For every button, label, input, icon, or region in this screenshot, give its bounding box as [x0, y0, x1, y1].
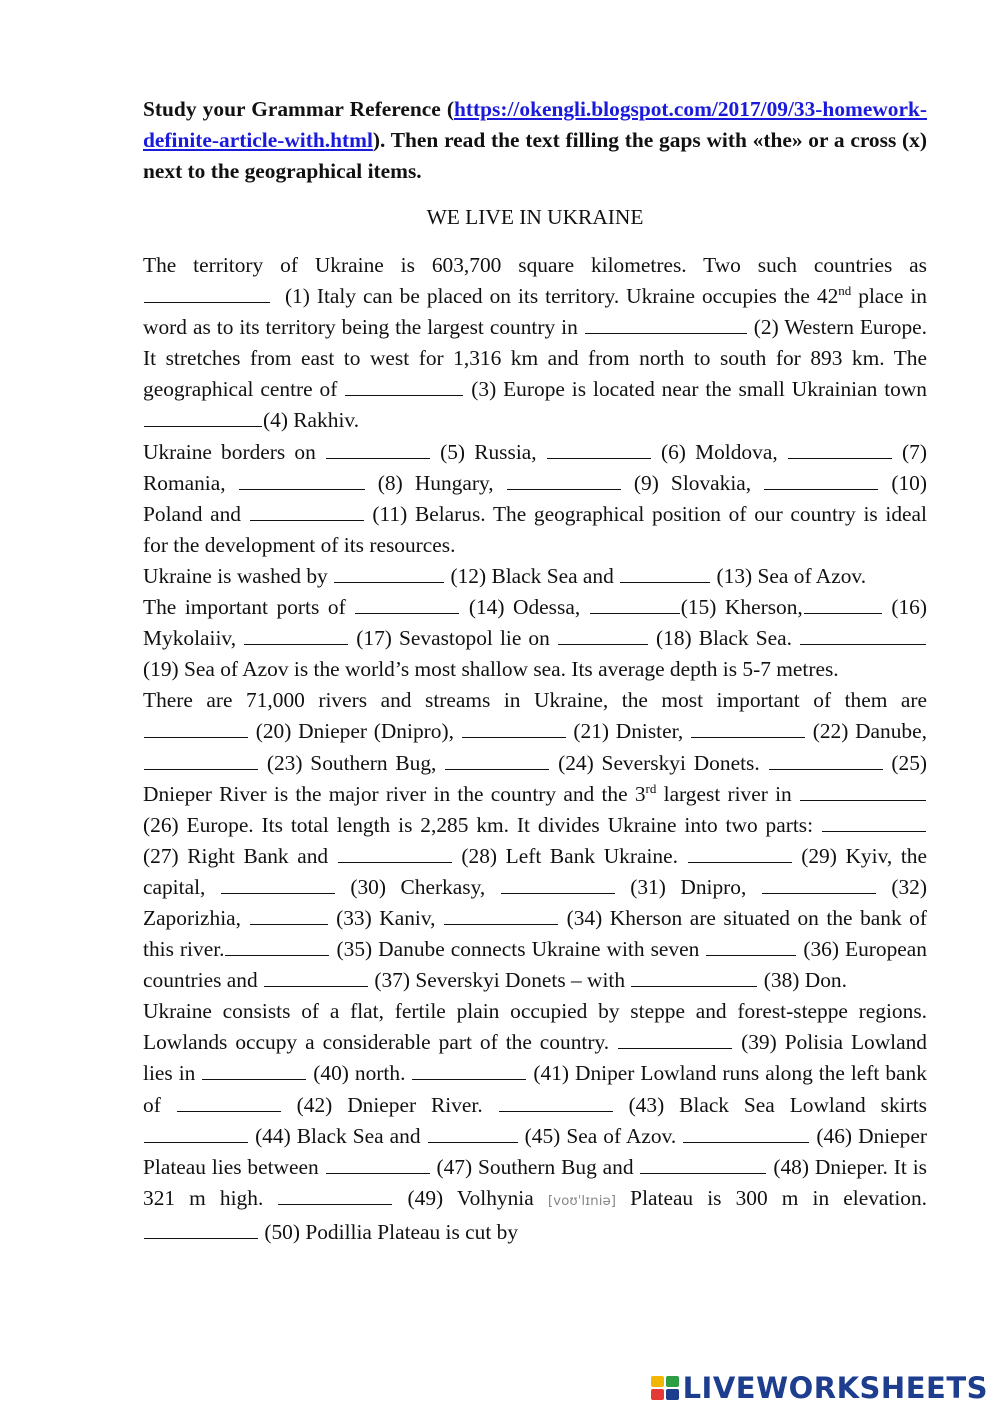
text-segment: (16) Mykolaiiv, — [143, 595, 927, 651]
answer-gap-46[interactable] — [683, 1141, 809, 1143]
answer-gap-25[interactable] — [769, 768, 883, 770]
text-segment: (3) Europe is located near the small Ukrainian town — [471, 377, 927, 402]
logo-text: LIVEWORKSHEETS — [682, 1371, 988, 1405]
text-segment: (45) Sea of Azov. — [524, 1123, 677, 1148]
text-segment: (5) Russia, — [440, 439, 537, 464]
text-segment: (30) Cherkasy, — [350, 874, 486, 899]
answer-gap-43[interactable] — [499, 1110, 613, 1112]
text-segment: (13) Sea of Azov. — [716, 563, 867, 588]
answer-gap-3[interactable] — [345, 394, 463, 396]
answer-gap-7[interactable] — [788, 457, 892, 459]
answer-gap-31[interactable] — [501, 892, 615, 894]
text-segment: (8) Hungary, — [377, 470, 494, 495]
paragraph-1 — [143, 250, 927, 437]
answer-gap-27[interactable] — [822, 830, 926, 832]
text-segment: (46) Dnieper Plateau lies between — [143, 1123, 927, 1179]
text-segment: (22) Danube, — [812, 719, 927, 744]
text-segment: (23) Southern Bug, — [266, 750, 437, 775]
text-segment: (25) Dnieper River is the major river in the country and the 3 — [143, 750, 928, 806]
answer-gap-2[interactable] — [585, 332, 747, 334]
text-segment: (17) Sevastopol lie on — [356, 626, 550, 651]
answer-gap-8[interactable] — [239, 488, 365, 490]
text-segment: (50) Podillia Plateau is cut by — [264, 1219, 519, 1244]
text-segment: (47) Southern Bug and — [436, 1154, 634, 1179]
text-segment: (42) Dnieper River. — [296, 1092, 483, 1117]
answer-gap-32[interactable] — [762, 892, 876, 894]
text-segment: The important ports of — [143, 595, 346, 620]
text-segment: (38) Don. — [763, 968, 847, 993]
text-segment: (44) Black Sea and — [255, 1123, 421, 1148]
phonetic-transcription: [voʊˈlɪniə] — [547, 1192, 617, 1209]
answer-gap-12[interactable] — [334, 581, 444, 583]
text-segment: Ukraine consists of a flat, fertile plain occupied by steppe and forest-steppe regions. Lowlands occupy a considerable part of the country. — [143, 999, 927, 1055]
answer-gap-39[interactable] — [618, 1047, 732, 1049]
liveworksheets-logo-icon — [651, 1376, 679, 1400]
text-segment: largest river in — [663, 781, 792, 806]
text-segment: (20) Dnieper (Dnipro), — [255, 719, 454, 744]
answer-gap-21[interactable] — [462, 736, 566, 738]
paragraph-5 — [143, 685, 927, 996]
logo-square — [666, 1389, 679, 1400]
answer-gap-11[interactable] — [250, 519, 364, 521]
logo-square — [651, 1389, 664, 1400]
answer-gap-36[interactable] — [706, 954, 796, 956]
text-segment: (32) Zaporizhia, — [143, 874, 927, 930]
answer-gap-4[interactable] — [144, 425, 262, 427]
text-segment: (11) Belarus. The geographical position of our country is ideal for the development of its resources. — [143, 501, 927, 557]
text-segment: (10) Poland and — [143, 470, 927, 526]
answer-gap-9[interactable] — [507, 488, 621, 490]
answer-gap-34[interactable] — [444, 923, 558, 925]
text-segment: (39) Polisia Lowland lies in — [143, 1030, 927, 1086]
text-segment: (18) Black Sea. — [656, 626, 792, 651]
logo-square — [651, 1376, 664, 1387]
answer-gap-35[interactable] — [225, 954, 329, 956]
answer-gap-1[interactable] — [144, 301, 270, 303]
text-segment: Ukraine is washed by — [143, 563, 328, 588]
text-segment: (29) Kyiv, the capital, — [143, 843, 927, 899]
text-segment: (28) Left Bank Ukraine. — [461, 843, 678, 868]
answer-gap-16[interactable] — [804, 612, 882, 614]
answer-gap-13[interactable] — [620, 581, 710, 583]
answer-gap-20[interactable] — [144, 736, 248, 738]
text-segment: (43) Black Sea Lowland skirts — [628, 1092, 928, 1117]
text-segment: (14) Odessa, — [468, 595, 581, 620]
ordinal-suffix: nd — [838, 282, 852, 298]
answer-gap-30[interactable] — [221, 892, 335, 894]
text-segment: (31) Dnipro, — [630, 874, 747, 899]
text-segment: (41) Dniper Lowland runs along the left bank of — [143, 1061, 927, 1117]
text-segment: (27) Right Bank and — [143, 843, 329, 868]
text-segment: Plateau is 300 m in elevation. — [630, 1185, 928, 1210]
paragraph-4 — [143, 592, 927, 685]
text-segment: (34) Kherson are situated on the bank of this river. — [143, 905, 927, 962]
text-segment: (7) Romania, — [143, 439, 927, 495]
answer-gap-28[interactable] — [338, 861, 452, 863]
text-segment: (49) Volhynia — [407, 1185, 534, 1210]
answer-gap-38[interactable] — [631, 985, 757, 987]
answer-gap-50[interactable] — [144, 1237, 258, 1239]
text-segment: (24) Severskyi Donets. — [558, 750, 760, 775]
text-segment: (36) European countries and — [143, 937, 927, 993]
text-segment: (40) north. — [313, 1061, 406, 1086]
page-title: WE LIVE IN UKRAINE — [426, 205, 644, 229]
instructions-post: ). Then read the text filling the gaps with «the» or a cross (x) next to the geographical items. — [143, 128, 927, 183]
answer-gap-40[interactable] — [202, 1078, 306, 1080]
answer-gap-14[interactable] — [355, 612, 459, 614]
answer-gap-37[interactable] — [264, 985, 368, 987]
paragraph-6 — [143, 996, 927, 1248]
worksheet — [143, 94, 927, 1248]
instructions-pre: Study your Grammar Reference ( — [143, 97, 454, 121]
text-segment: (35) Danube connects Ukraine with seven — [336, 937, 700, 962]
text-segment: (19) Sea of Azov is the world’s most shallow sea. Its average depth is 5-7 metres. — [143, 657, 839, 682]
grammar-reference-link[interactable]: https://okengli.blogspot.com/2017/09/33-homework-definite-article-with.html — [143, 97, 927, 152]
text-segment: Ukraine borders on — [143, 439, 316, 464]
text-segment: (2) Western Europe. It stretches from east to west for 1,316 km and from north to south for 893 km. The geographical centre of — [143, 315, 927, 402]
answer-gap-17[interactable] — [244, 643, 348, 645]
answer-gap-5[interactable] — [326, 457, 430, 459]
text-segment: (37) Severskyi Donets – with — [374, 968, 626, 993]
answer-gap-24[interactable] — [445, 768, 549, 770]
liveworksheets-logo[interactable] — [651, 1371, 988, 1405]
answer-gap-10[interactable] — [764, 488, 878, 490]
answer-gap-19[interactable] — [800, 643, 926, 645]
text-segment: (4) Rakhiv. — [263, 408, 360, 433]
exercise-text — [143, 250, 927, 1248]
paragraph-2 — [143, 437, 927, 561]
answer-gap-6[interactable] — [547, 457, 651, 459]
text-segment: (6) Moldova, — [660, 439, 778, 464]
answer-gap-22[interactable] — [691, 736, 805, 738]
paragraph-3 — [143, 561, 927, 592]
text-segment: (12) Black Sea and — [450, 563, 614, 588]
text-segment: (26) Europe. Its total length is 2,285 km. It divides Ukraine into two parts: — [143, 812, 814, 837]
text-segment: (48) Dnieper. It is 321 m high. — [143, 1154, 927, 1210]
text-segment: (21) Dnister, — [573, 719, 684, 744]
answer-gap-15[interactable] — [590, 612, 680, 614]
text-segment: The territory of Ukraine is 603,700 square kilometres. Two such countries as — [143, 253, 927, 277]
answer-gap-42[interactable] — [177, 1110, 281, 1112]
text-segment: place in word as to its territory being the largest country in — [143, 284, 927, 340]
answer-gap-29[interactable] — [688, 861, 792, 863]
text-segment: (1) Italy can be placed on its territory. Ukraine occupies the 42 — [284, 284, 839, 309]
answer-gap-49[interactable] — [278, 1203, 392, 1205]
answer-gap-18[interactable] — [558, 643, 648, 645]
answer-gap-47[interactable] — [326, 1172, 430, 1174]
answer-gap-23[interactable] — [144, 768, 258, 770]
answer-gap-44[interactable] — [144, 1141, 248, 1143]
answer-gap-45[interactable] — [428, 1141, 518, 1143]
instructions — [143, 94, 927, 187]
text-segment: (15) Kherson, — [680, 595, 803, 620]
ordinal-suffix: rd — [645, 780, 657, 796]
text-segment: (9) Slovakia, — [633, 470, 752, 495]
answer-gap-41[interactable] — [412, 1078, 526, 1080]
answer-gap-48[interactable] — [640, 1172, 766, 1174]
text-segment: There are 71,000 rivers and streams in Ukraine, the most important of them are — [143, 688, 927, 713]
logo-square — [666, 1376, 679, 1387]
answer-gap-33[interactable] — [250, 923, 328, 925]
text-segment: (33) Kaniv, — [336, 905, 436, 930]
answer-gap-26[interactable] — [800, 799, 926, 801]
